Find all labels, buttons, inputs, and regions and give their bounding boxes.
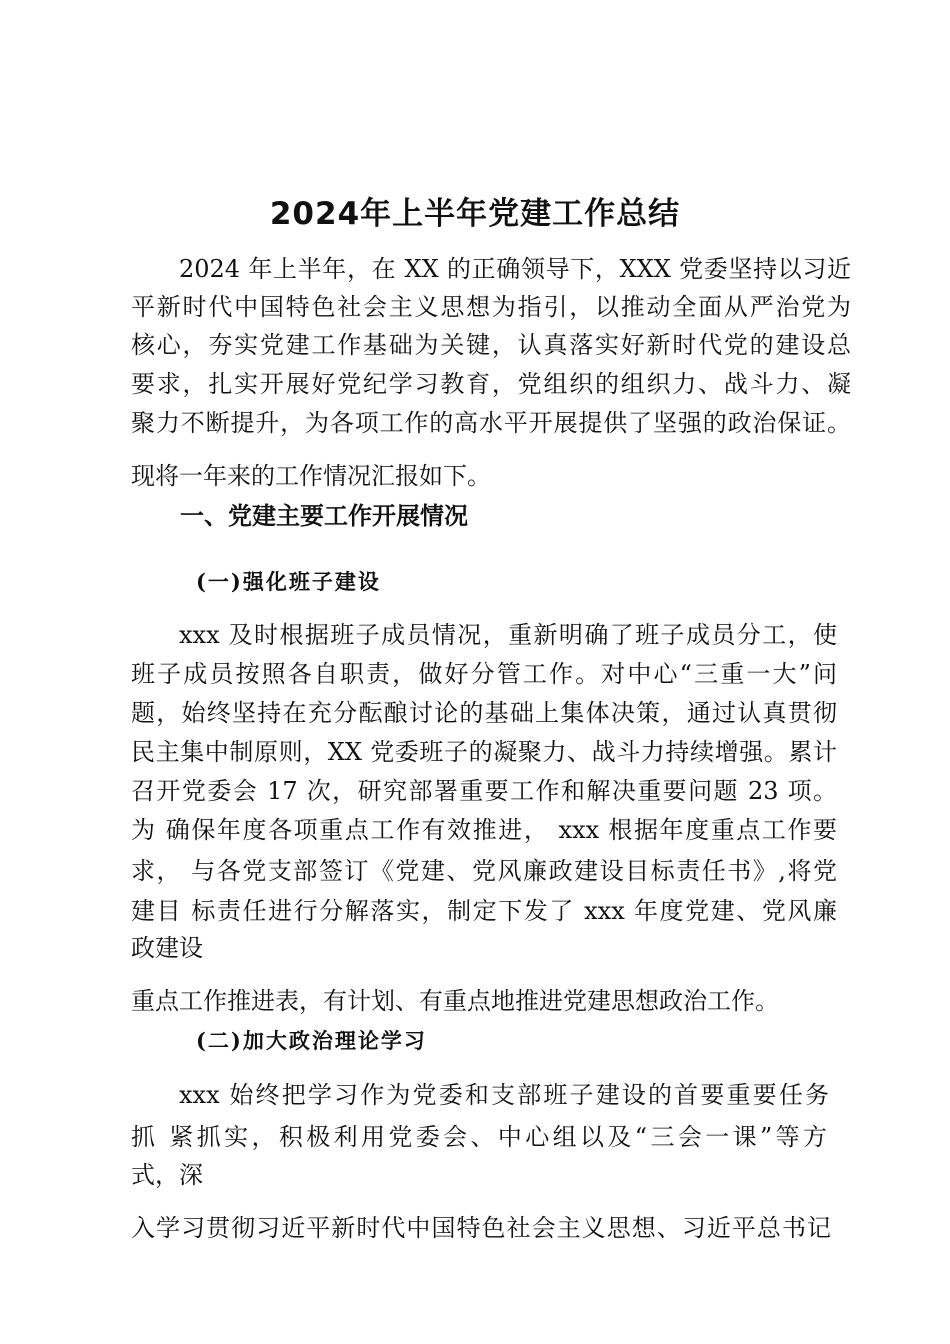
sub2-line-1: xxx 始终把学习作为党委和支部班子建设的首要重要任务 [179,1081,829,1109]
sub1-line-7: 求， 与各党支部签订《党建、党风廉政建设目标责任书》,将党 [131,857,837,885]
intro-line-2: 平新时代中国特色社会主义思想为指引，以推动全面从严治党为 [131,293,851,321]
sub1-line-8: 建目 标责任进行分解落实，制定下发了 xxx 年度党建、党风廉 [131,897,837,925]
sub1-line-6: 为 确保年度各项重点工作有效推进， xxx 根据年度重点工作要 [131,816,837,844]
subsection-heading-2: (二)加大政治理论学习 [196,1028,427,1053]
section-heading-1: 一、党建主要工作开展情况 [180,502,468,530]
intro-line-1: 2024 年上半年，在 XX 的正确领导下，XXX 党委坚持以习近 [179,255,851,283]
subsection-heading-1: (一)强化班子建设 [196,569,381,594]
sub1-line-3: 题，始终坚持在充分酝酿讨论的基础上集体决策，通过认真贯彻 [131,699,837,727]
sub1-line-5: 召开党委会 17 次，研究部署重要工作和解决重要问题 23 项。 [131,777,837,805]
sub1-line-2: 班子成员按照各自职责，做好分管工作。对中心“三重一大”问 [131,660,837,688]
sub1-line-1: xxx 及时根据班子成员情况，重新明确了班子成员分工，使 [179,621,837,649]
sub2-line-2: 抓 紧抓实，积极利用党委会、中心组以及“三会一课”等方 [131,1123,827,1151]
intro-line-6: 现将一年来的工作情况汇报如下。 [131,462,491,490]
sub1-line-10: 重点工作推进表，有计划、有重点地推进党建思想政治工作。 [131,987,779,1015]
sub2-line-3: 式，深 [131,1161,203,1189]
intro-line-3: 核心，夯实党建工作基础为关键，认真落实好新时代党的建设总 [131,331,851,359]
intro-line-4: 要求，扎实开展好党纪学习教育，党组织的组织力、战斗力、凝 [131,370,851,398]
sub1-line-9: 政建设 [131,934,203,962]
document-title: 2024年上半年党建工作总结 [269,196,681,232]
sub1-line-4: 民主集中制原则，XX 党委班子的凝聚力、战斗力持续增强。累计 [131,738,837,766]
intro-line-5: 聚力不断提升，为各项工作的高水平开展提供了坚强的政治保证。 [131,409,851,437]
sub2-line-4: 入学习贯彻习近平新时代中国特色社会主义思想、习近平总书记 [131,1214,831,1242]
